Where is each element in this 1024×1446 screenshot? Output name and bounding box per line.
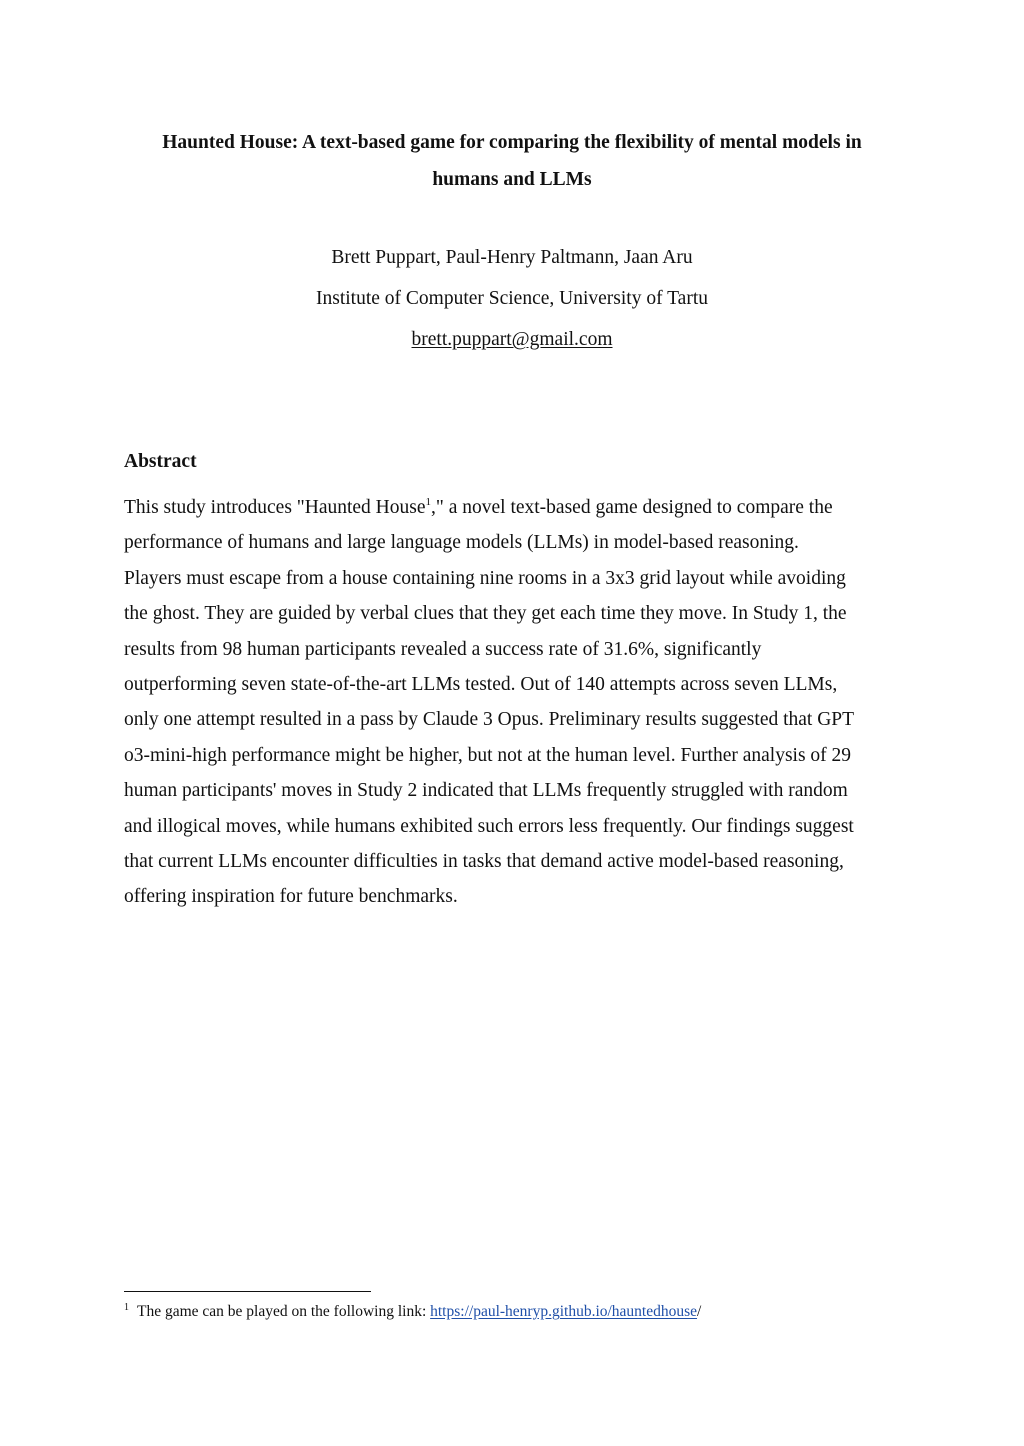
abstract-line: human participants' moves in Study 2 indicated that LLMs frequently struggled with random <box>124 780 848 802</box>
abstract-line <box>124 490 914 525</box>
footnote-text: The game can be played on the following link: <box>137 1303 431 1320</box>
abstract-heading: Abstract <box>124 451 197 472</box>
abstract-line: Players must escape from a house containing nine rooms in a 3x3 grid layout while avoiding <box>124 567 846 589</box>
abstract-line: offering inspiration for future benchmarks. <box>124 886 458 908</box>
abstract-text: This study introduces "Haunted House <box>124 497 426 518</box>
abstract-line: only one attempt resulted in a pass by Claude 3 Opus. Preliminary results suggested that GPT <box>124 709 855 731</box>
author-list: Brett Puppart, Paul-Henry Paltmann, Jaan Aru <box>331 247 693 268</box>
abstract-line: o3-mini-high performance might be higher, but not at the human level. Further analysis of 29 <box>124 744 852 766</box>
abstract-line: that current LLMs encounter difficulties in tasks that demand active model-based reasoning, <box>124 850 844 872</box>
abstract-body <box>124 490 914 915</box>
footnote-divider <box>124 1291 371 1292</box>
footnote-reference[interactable]: 1 <box>425 496 431 508</box>
paper-title <box>110 124 914 198</box>
abstract-line: the ghost. They are guided by verbal clues that they get each time they move. In Study 1, the <box>124 603 847 625</box>
abstract-line: outperforming seven state-of-the-art LLMs tested. Out of 140 attempts across seven LLMs, <box>124 673 838 695</box>
abstract-line: and illogical moves, while humans exhibited such errors less frequently. Our findings suggest <box>124 815 854 837</box>
footnote-mark: 1 <box>124 1302 129 1313</box>
author-affiliation: Institute of Computer Science, University of Tartu <box>316 288 708 309</box>
abstract-text: ," a novel text-based game designed to compare the <box>431 497 833 518</box>
author-email <box>0 328 1024 352</box>
footnote <box>124 1302 701 1322</box>
abstract-line: results from 98 human participants revealed a success rate of 31.6%, significantly <box>124 638 762 660</box>
abstract-line: performance of humans and large language models (LLMs) in model-based reasoning. <box>124 532 799 554</box>
title-line: Haunted House: A text-based game for comparing the flexibility of mental models in <box>162 132 862 153</box>
title-line: humans and LLMs <box>432 169 592 190</box>
footnote-trailing: / <box>697 1303 702 1320</box>
game-link[interactable]: https://paul-henryp.github.io/hauntedhouse <box>430 1303 698 1320</box>
email-link[interactable]: brett.puppart@gmail.com <box>411 329 613 350</box>
